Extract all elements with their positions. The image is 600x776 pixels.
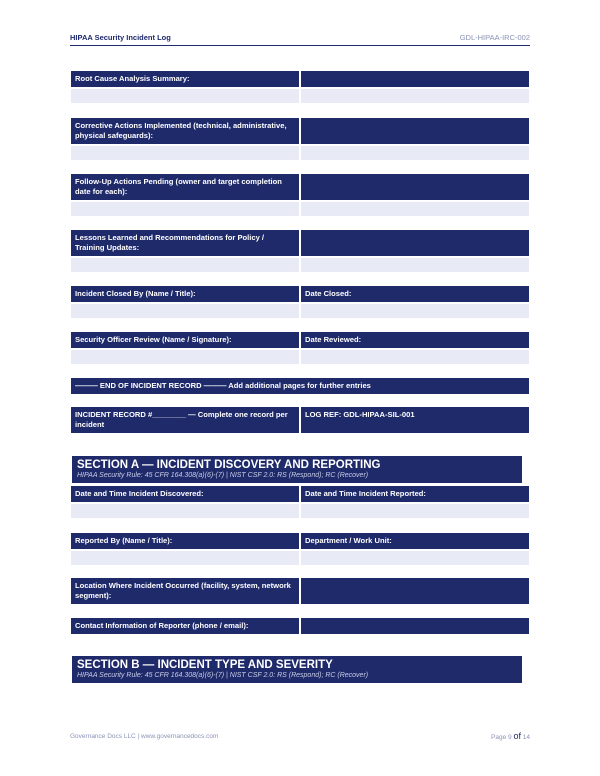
reported-by-field[interactable]	[70, 550, 300, 566]
page-header	[70, 33, 530, 46]
end-record-bar	[70, 377, 530, 395]
lessons-field-1[interactable]	[70, 257, 300, 273]
root-cause-field-1[interactable]	[70, 88, 300, 104]
lessons-table	[70, 229, 530, 273]
corrective-field-1[interactable]	[70, 145, 300, 161]
lessons-value[interactable]	[300, 229, 530, 257]
date-reported-label: Date and Time Incident Reported:	[300, 485, 530, 503]
root-cause-table	[70, 70, 530, 104]
date-reviewed-label: Date Reviewed:	[300, 331, 530, 349]
date-closed-field[interactable]	[300, 303, 530, 319]
incident-record-label: INCIDENT RECORD #________ — Complete one record per incident	[70, 406, 300, 434]
location-label: Location Where Incident Occurred (facility, system, network segment):	[70, 577, 300, 605]
corrective-actions-label: Corrective Actions Implemented (technical, administrative, physical safeguards):	[70, 117, 300, 145]
department-field[interactable]	[300, 550, 530, 566]
section-a-banner	[71, 455, 523, 484]
security-officer-label: Security Officer Review (Name / Signature):	[70, 331, 300, 349]
contact-field[interactable]	[300, 617, 530, 635]
department-label: Department / Work Unit:	[300, 532, 530, 550]
date-discovered-label: Date and Time Incident Discovered:	[70, 485, 300, 503]
log-ref-label: LOG REF: GDL-HIPAA-SIL-001	[300, 406, 530, 434]
contact-label: Contact Information of Reporter (phone / email):	[70, 617, 300, 635]
date-closed-label: Date Closed:	[300, 285, 530, 303]
lessons-label: Lessons Learned and Recommendations for Policy / Training Updates:	[70, 229, 300, 257]
closed-by-label: Incident Closed By (Name / Title):	[70, 285, 300, 303]
discovery-table	[70, 485, 530, 519]
followup-value[interactable]	[300, 173, 530, 201]
date-reviewed-field[interactable]	[300, 349, 530, 365]
root-cause-field-2[interactable]	[300, 88, 530, 104]
contact-table	[70, 617, 530, 635]
incident-record-table	[70, 406, 530, 434]
followup-field-1[interactable]	[70, 201, 300, 217]
reported-by-label: Reported By (Name / Title):	[70, 532, 300, 550]
followup-table	[70, 173, 530, 217]
page-total: 14	[522, 734, 530, 741]
security-officer-field[interactable]	[70, 349, 300, 365]
date-discovered-field[interactable]	[70, 503, 300, 519]
document-title: HIPAA Security Incident Log	[70, 33, 171, 42]
section-b-subtitle: HIPAA Security Rule: 45 CFR 164.308(a)(6)-(7) | NIST CSF 2.0: RS (Respond); RC (Recover)	[77, 672, 369, 679]
root-cause-value[interactable]	[300, 70, 530, 88]
security-officer-table	[70, 331, 530, 365]
closed-by-table	[70, 285, 530, 319]
followup-label: Follow-Up Actions Pending (owner and target completion date for each):	[70, 173, 300, 201]
section-b-title: SECTION B — INCIDENT TYPE AND SEVERITY	[77, 659, 333, 671]
corrective-field-2[interactable]	[300, 145, 530, 161]
location-field[interactable]	[300, 577, 530, 605]
root-cause-label: Root Cause Analysis Summary:	[70, 70, 300, 88]
corrective-actions-table	[70, 117, 530, 161]
page-label: Page 9	[491, 734, 512, 741]
page-of: of	[513, 731, 521, 741]
section-a-subtitle: HIPAA Security Rule: 45 CFR 164.308(a)(6)-(7) | NIST CSF 2.0: RS (Respond); RC (Recover)	[77, 472, 369, 479]
footer-company: Governance Docs LLC | www.governancedocs.com	[70, 733, 219, 740]
section-b-banner	[71, 655, 523, 684]
location-table	[70, 577, 530, 605]
end-record-text: ——— END OF INCIDENT RECORD ——— Add additional pages for further entries	[70, 377, 530, 395]
corrective-actions-value[interactable]	[300, 117, 530, 145]
section-a-title: SECTION A — INCIDENT DISCOVERY AND REPORTING	[77, 459, 381, 471]
page-number	[491, 731, 530, 741]
lessons-field-2[interactable]	[300, 257, 530, 273]
document-id: GDL-HIPAA-IRC-002	[459, 33, 530, 42]
reporter-table	[70, 532, 530, 566]
closed-by-field[interactable]	[70, 303, 300, 319]
date-reported-field[interactable]	[300, 503, 530, 519]
followup-field-2[interactable]	[300, 201, 530, 217]
